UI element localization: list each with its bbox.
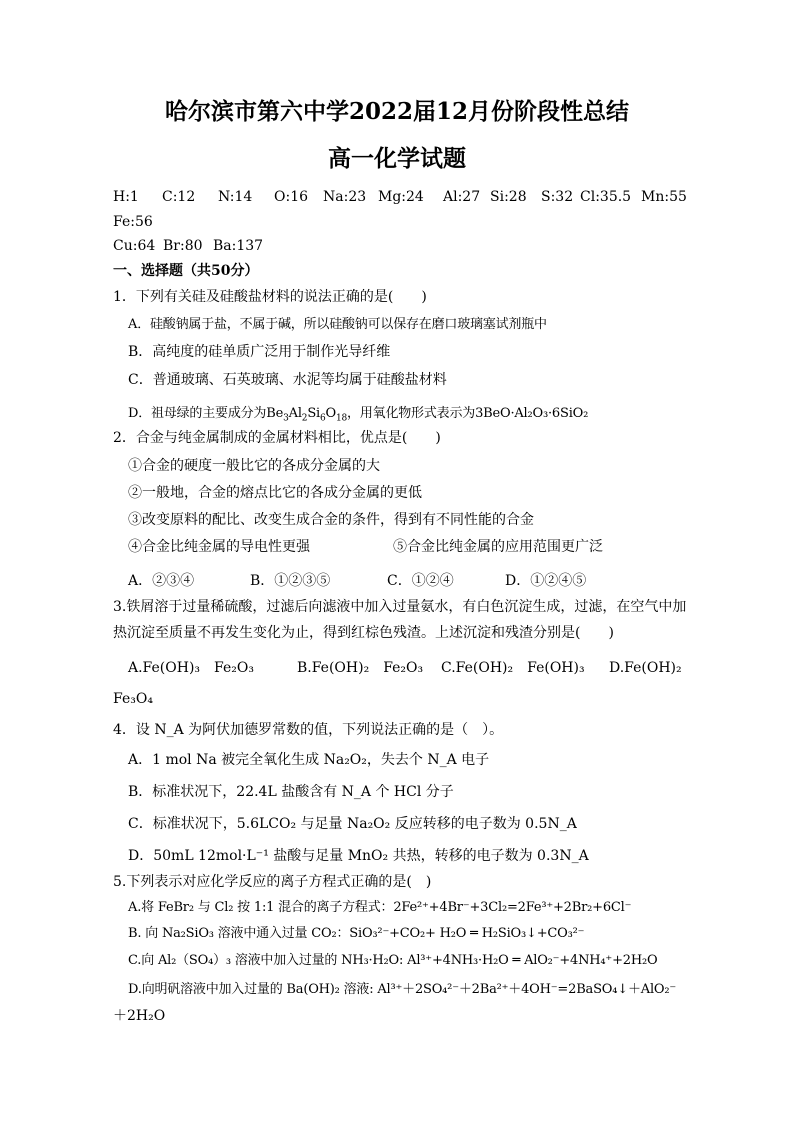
q3-option-d: D.Fe(OH)₂ (609, 660, 682, 676)
q3-option-b: B.Fe(OH)₂ Fe₂O₃ (297, 660, 424, 676)
q2-option-a: A．②③④ (128, 573, 195, 589)
q4-stem: 4．设 N_A 为阿伏加德罗常数的值，下列说法正确的是（ ）。 (113, 722, 504, 738)
atomic-mass: Al:27 (443, 189, 481, 205)
atomic-mass: H:1 (113, 189, 139, 205)
q4-option-d: D．50mL 12mol·L⁻¹ 盐酸与足量 MnO₂ 共热，转移的电子数为 0.3N_A (128, 848, 589, 864)
q2-item-1: ①合金的硬度一般比它的各成分金属的大 (128, 458, 380, 474)
atomic-mass: O:16 (274, 189, 309, 205)
atomic-mass: Mn:55 (641, 189, 687, 205)
q5-stem: 5.下列表示对应化学反应的离子方程式正确的是( ) (113, 874, 432, 890)
q2-item-4: ④合金比纯金属的导电性更强 (128, 539, 310, 555)
atomic-mass: Cl:35.5 (580, 189, 632, 205)
atomic-mass: Br:80 (163, 238, 203, 254)
exam-subtitle: 高一化学试题 (328, 145, 466, 172)
q2-item-3: ③改变原料的配比、改变生成合金的条件，得到有不同性能的合金 (128, 512, 534, 528)
q3-stem-line-1: 3.铁屑溶于过量稀硫酸，过滤后向滤液中加入过量氨水，有白色沉淀生成，过滤，在空气中加 (113, 599, 687, 615)
q2-option-c: C．①②④ (387, 573, 454, 589)
atomic-mass: Mg:24 (378, 189, 424, 205)
atomic-mass: Na:23 (323, 189, 367, 205)
q3-option-d-cont: Fe₃O₄ (113, 691, 153, 707)
q4-option-c: C．标准状况下，5.6LCO₂ 与足量 Na₂O₂ 反应转移的电子数为 0.5N_A (128, 816, 577, 832)
q1-option-a: A．硅酸钠属于盐，不属于碱，所以硅酸钠可以保存在磨口玻璃塞试剂瓶中 (128, 317, 547, 332)
q5-option-b: B. 向 Na₂SiO₃ 溶液中通入过量 CO₂：SiO₃²⁻+CO₂+ H₂O ═ H₂SiO₃↓+CO₃²⁻ (128, 926, 585, 941)
atomic-mass: C:12 (162, 189, 196, 205)
atomic-mass: Cu:64 (113, 238, 156, 254)
q3-option-c: C.Fe(OH)₂ Fe(OH)₃ (441, 660, 585, 676)
atomic-mass: Fe:56 (113, 214, 153, 230)
q5-option-d-cont: ＋2H₂O (113, 1008, 166, 1024)
q3-stem-line-2: 热沉淀至质量不再发生变化为止，得到红棕色残渣。上述沉淀和残渣分别是( ) (113, 625, 614, 641)
q1-option-d-mid: ，用氧化物形式表示为 (347, 406, 476, 421)
q1-stem: 1．下列有关硅及硅酸盐材料的说法正确的是( ) (113, 289, 427, 305)
q2-item-5: ⑤合金比纯金属的应用范围更广泛 (393, 539, 603, 555)
q4-option-b: B．标准状况下，22.4L 盐酸含有 N_A 个 HCl 分子 (128, 784, 454, 800)
q5-option-c: C.向 Al₂（SO₄）₃ 溶液中加入过量的 NH₃·H₂O: Al³⁺+4NH₃·H₂O ═ AlO₂⁻+4NH₄⁺+2H₂O (128, 953, 658, 968)
q2-item-2: ②一般地，合金的熔点比它的各成分金属的更低 (128, 485, 422, 501)
q2-stem: 2．合金与纯金属制成的金属材料相比，优点是( ) (113, 430, 441, 446)
q1-option-c: C．普通玻璃、石英玻璃、水泥等均属于硅酸盐材料 (128, 372, 447, 388)
q5-option-d: D.向明矾溶液中加入过量的 Ba(OH)₂ 溶液: Al³⁺＋2SO₄²⁻＋2Ba²⁺＋4OH⁻=2BaSO₄↓＋AlO₂⁻ (128, 982, 677, 997)
section-heading: 一、选择题（共50分） (113, 263, 259, 279)
formula-beryl: $Be_3Al_2Si_6O_{18}$ (266, 406, 348, 424)
formula-oxide-form: 3BeO·Al₂O₃·6SiO₂ (475, 406, 589, 421)
q5-option-a: A.将 FeBr₂ 与 Cl₂ 按 1:1 混合的离子方程式：2Fe²⁺+4Br⁻+3Cl₂=2Fe³⁺+2Br₂+6Cl⁻ (128, 900, 632, 915)
q1-option-d (128, 404, 588, 424)
atomic-mass: S:32 (541, 189, 574, 205)
q2-option-b: B．①②③⑤ (250, 573, 331, 589)
q1-option-d-prefix: D．祖母绿的主要成分为 (128, 406, 267, 421)
atomic-mass: Si:28 (490, 189, 527, 205)
atomic-mass: N:14 (218, 189, 253, 205)
q4-option-a: A．1 mol Na 被完全氧化生成 Na₂O₂，失去个 N_A 电子 (128, 752, 490, 768)
atomic-mass: Ba:137 (213, 238, 264, 254)
exam-title: 哈尔滨市第六中学2022届12月份阶段性总结 (164, 98, 630, 125)
q2-option-d: D．①②④⑤ (505, 573, 587, 589)
q1-option-b: B．高纯度的硅单质广泛用于制作光导纤维 (128, 344, 391, 360)
q3-option-a: A.Fe(OH)₃ Fe₂O₃ (128, 660, 254, 676)
